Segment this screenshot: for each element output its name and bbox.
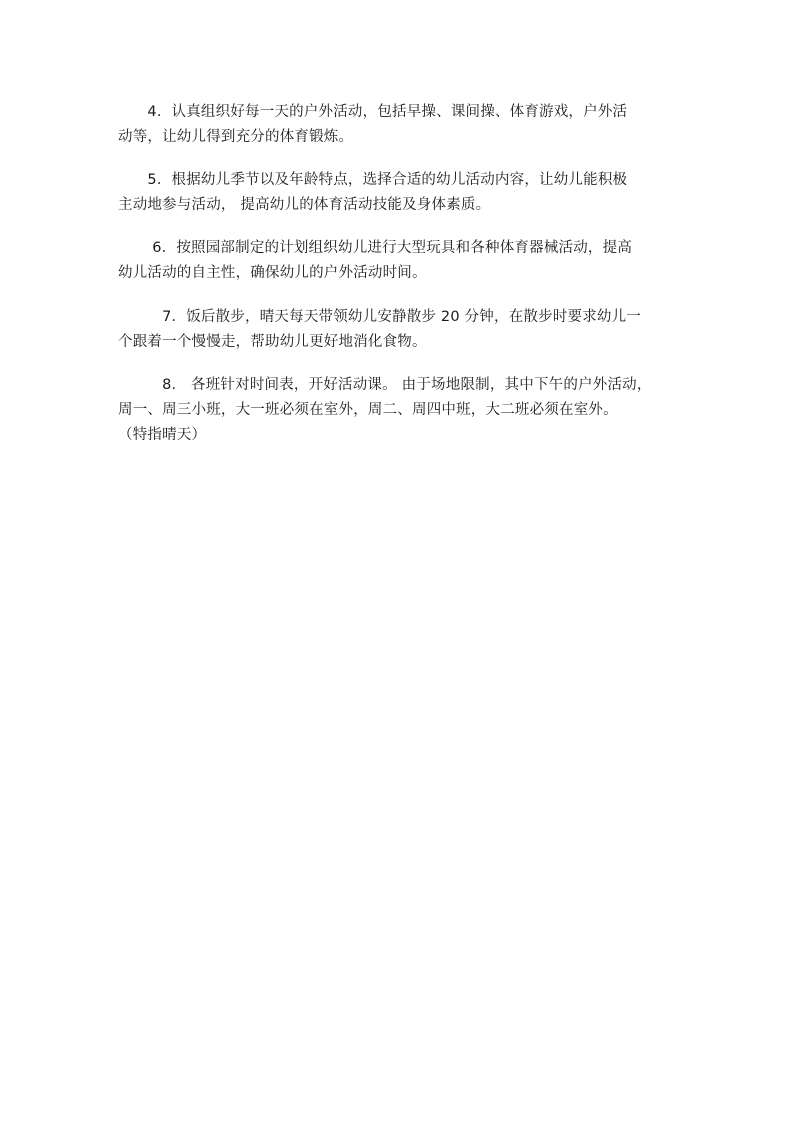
paragraph-item-7 (118, 305, 698, 355)
paragraph-line: 4．认真组织好每一天的户外活动，包括早操、课间操、体育游戏，户外活 (118, 104, 628, 120)
paragraph-line: 个跟着一个慢慢走，帮助幼儿更好地消化食物。 (118, 334, 427, 350)
paragraph-item-5 (118, 168, 698, 218)
paragraph-line: 7．饭后散步，晴天每天带领幼儿安静散步 20 分钟，在散步时要求幼儿一 (118, 309, 641, 325)
paragraph-line: 幼儿活动的自主性，确保幼儿的户外活动时间。 (118, 265, 427, 281)
paragraph-item-8 (118, 373, 698, 448)
paragraph-line: （特指晴天） (118, 427, 207, 443)
paragraph-line: 6．按照园部制定的计划组织幼儿进行大型玩具和各种体育器械活动，提高 (118, 240, 633, 256)
paragraph-line: 主动地参与活动， 提高幼儿的体育活动技能及身体素质。 (118, 197, 491, 213)
paragraph-line: 周一、周三小班，大一班必须在室外，周二、周四中班，大二班必须在室外。 (118, 402, 618, 418)
paragraph-line: 动等，让幼儿得到充分的体育锻炼。 (118, 129, 354, 145)
paragraph-item-6 (118, 236, 698, 286)
paragraph-item-4 (118, 100, 698, 150)
paragraph-line: 5．根据幼儿季节以及年龄特点，选择合适的幼儿活动内容，让幼儿能积极 (118, 172, 628, 188)
paragraph-line: 8． 各班针对时间表，开好活动课。 由于场地限制，其中下午的户外活动， (118, 377, 652, 393)
